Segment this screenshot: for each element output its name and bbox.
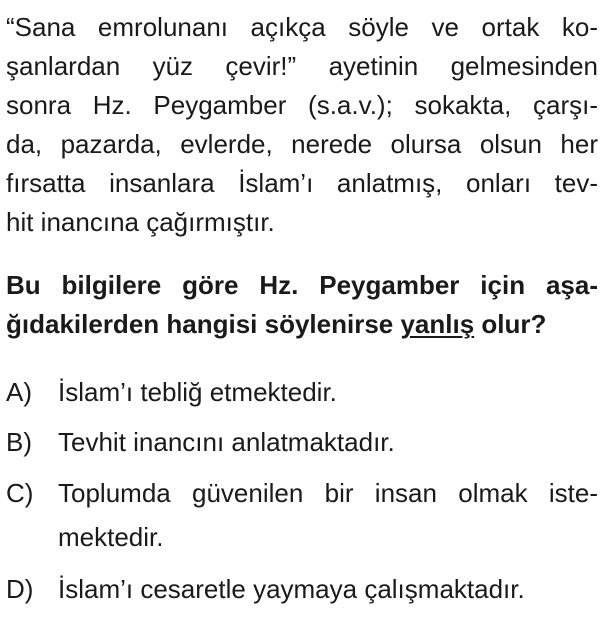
passage-line: şanlardan yüz çevir!” ayetinin gelmesinden (6, 51, 598, 81)
option-letter: C) (6, 478, 34, 508)
option-text: Toplumda güvenilen bir insan olmak iste- (58, 478, 598, 508)
option-text: İslam’ı cesaretle yaymaya çalışmaktadır. (58, 574, 525, 604)
question-line: Bu bilgilere göre Hz. Peygamber için aşa- (6, 270, 598, 300)
option-letter: B) (6, 427, 32, 457)
question-text: olur? (474, 309, 547, 339)
question-line (6, 309, 598, 339)
passage-line: sonra Hz. Peygamber (s.a.v.); sokakta, çarşı- (6, 90, 598, 120)
option-text: mektedir. (58, 522, 164, 552)
option-text: Tevhit inancını anlatmaktadır. (58, 427, 395, 457)
question-text: ğıdakilerden hangisi söylenirse (6, 309, 401, 339)
option-letter: D) (6, 574, 34, 604)
passage-line: da, pazarda, evlerde, nerede olursa olsun her (6, 129, 598, 159)
emphasis-word: yanlış (400, 309, 475, 339)
passage-line: hit inancına çağırmıştır. (6, 207, 275, 237)
passage-line: “Sana emrolunanı açıkça söyle ve ortak ko- (6, 12, 598, 42)
option-text: İslam’ı tebliğ etmektedir. (58, 377, 337, 407)
passage-line: fırsatta insanlara İslam’ı anlatmış, onları tev- (6, 168, 598, 198)
option-letter: A) (6, 377, 32, 407)
